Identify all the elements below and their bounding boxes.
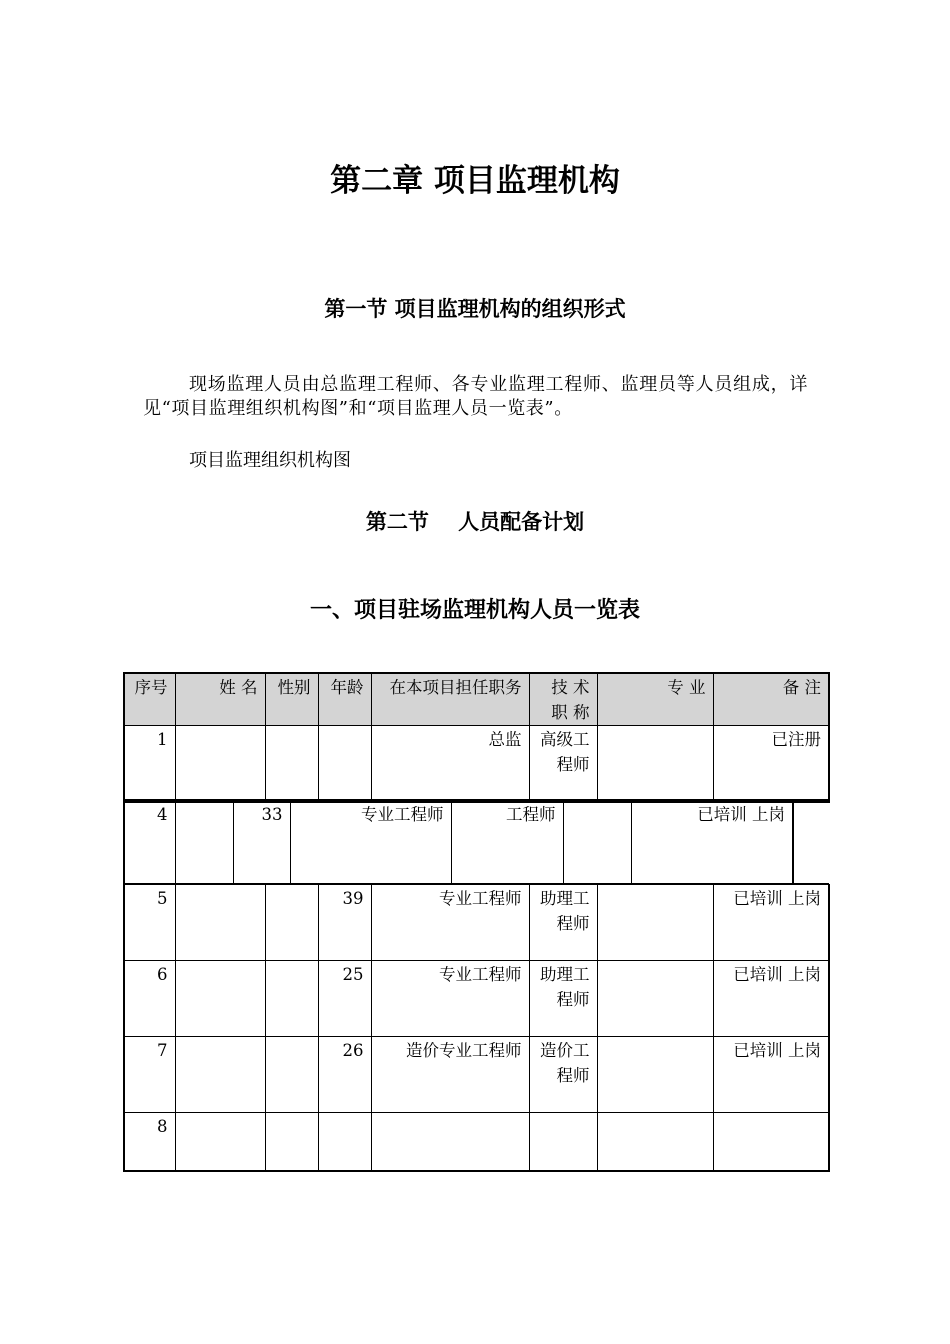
table-cell: 专业工程师 [290,801,451,885]
chapter-title: 第二章 项目监理机构 [330,163,620,199]
table-cell [175,885,265,961]
table-cell [175,961,265,1037]
table-cell [175,1037,265,1113]
table-cell: 已培训 上岗 [713,961,829,1037]
header-cell: 在本项目担任职务 [371,673,529,726]
staff-table [123,672,830,803]
header-cell: 技 术 职 称 [529,673,597,726]
body-paragraph: 现场监理人员由总监理工程师、各专业监理工程师、监理员等人员组成，详见“项目监理组织机构图”和“项目监理人员一览表”。 [143,374,808,419]
table-cell: 总监 [371,726,529,802]
table-cell: 已培训 上岗 [713,885,829,961]
table-cell: 造价专业工程师 [371,1037,529,1113]
table-cell: 6 [124,961,175,1037]
table-cell: 26 [318,1037,371,1113]
table-cell [265,885,318,961]
table-cell: 专业工程师 [371,961,529,1037]
header-cell: 姓 名 [175,673,265,726]
table-row [124,726,829,802]
section-title-organization: 第一节 项目监理机构的组织形式 [324,297,626,321]
table-cell [597,726,713,802]
table-cell [597,1113,713,1171]
table-row [124,1037,829,1113]
table-cell [563,801,631,885]
table-cell: 5 [124,885,175,961]
table-cell: 25 [318,961,371,1037]
header-cell: 备 注 [713,673,829,726]
header-cell: 专 业 [597,673,713,726]
table-cell: 33 [233,801,290,885]
table-cell [318,1113,371,1171]
table-row [124,801,793,885]
table-row [124,885,829,961]
table-cell [265,1037,318,1113]
staff-table-shifted-row [123,800,794,885]
table-cell [265,961,318,1037]
staff-table-continued [123,884,830,1172]
table-cell [175,801,233,885]
table-cell [265,726,318,802]
table-cell [175,726,265,802]
header-cell: 年龄 [318,673,371,726]
table-cell: 1 [124,726,175,802]
table-row [124,1113,829,1171]
table-cell: 专业工程师 [371,885,529,961]
table-cell: 已培训 上岗 [631,801,793,885]
table-cell [175,1113,265,1171]
table-cell: 助理工程师 [529,961,597,1037]
section-title-staffing: 第二节 人员配备计划 [365,510,585,534]
org-chart-caption: 项目监理组织机构图 [189,450,351,471]
header-cell: 性别 [265,673,318,726]
table-cell: 4 [124,801,175,885]
table-cell [265,1113,318,1171]
table-cell [597,885,713,961]
table-cell: 已培训 上岗 [713,1037,829,1113]
table-cell [597,961,713,1037]
table-cell [597,1037,713,1113]
table-cell [371,1113,529,1171]
table-cell: 工程师 [451,801,563,885]
table-header-row [124,673,829,726]
table-cell: 39 [318,885,371,961]
table-cell: 助理工程师 [529,885,597,961]
table-cell [318,726,371,802]
table-cell [713,1113,829,1171]
table-cell: 造价工程师 [529,1037,597,1113]
table-cell: 7 [124,1037,175,1113]
table-cell: 高级工程师 [529,726,597,802]
header-cell: 序号 [124,673,175,726]
table-cell [529,1113,597,1171]
table-cell: 8 [124,1113,175,1171]
staff-table-title: 一、项目驻场监理机构人员一览表 [309,598,640,623]
table-row [124,961,829,1037]
table-cell: 已注册 [713,726,829,802]
